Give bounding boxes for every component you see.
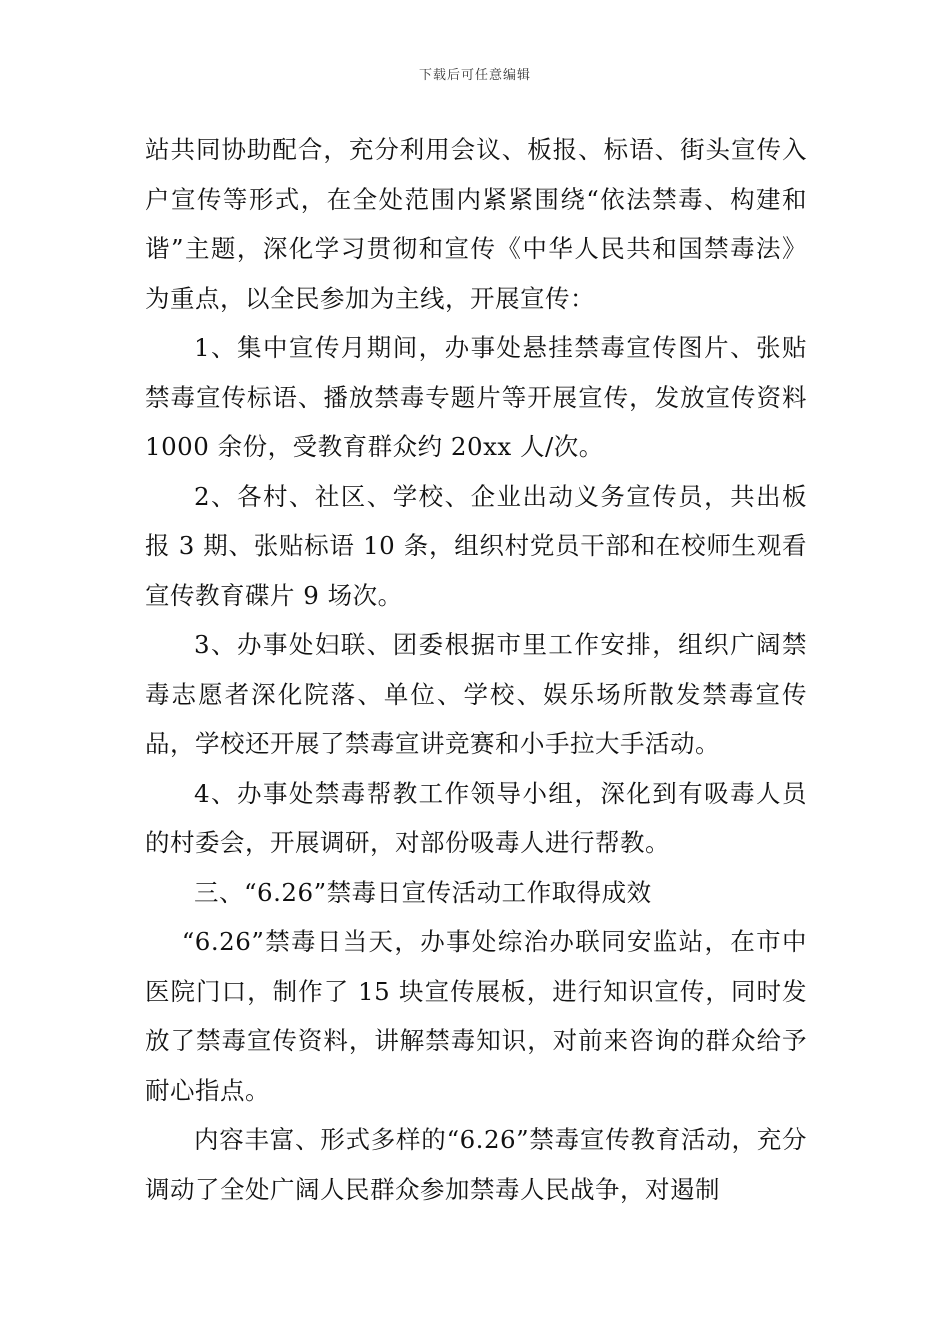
document-body: [145, 125, 807, 1214]
paragraph-3: 2、各村、社区、学校、企业出动义务宣传员，共出板报 3 期、张贴标语 10 条，组织村党员干部和在校师生观看宣传教育碟片 9 场次。: [145, 481, 807, 610]
section-heading: 三、“6.26”禁毒日宣传活动工作取得成效: [194, 877, 652, 907]
paragraph-4: 3、办事处妇联、团委根据市里工作安排，组织广阔禁毒志愿者深化院落、单位、学校、娱乐场所散发禁毒宣传品，学校还开展了禁毒宣讲竞赛和小手拉大手活动。: [145, 630, 807, 758]
paragraph-1: 站共同协助配合，充分利用会议、板报、标语、街头宣传入户宣传等形式，在全处范围内紧紧围绕“依法禁毒、构建和谐”主题，深化学习贯彻和宣传《中华人民共和国禁毒法》为重点，以全民参加为主线，开展宣传：: [145, 135, 807, 313]
paragraph-6: “6.26”禁毒日当天，办事处综治办联同安监站，在市中医院门口，制作了 15 块宣传展板，进行知识宣传，同时发放了禁毒宣传资料，讲解禁毒知识，对前来咨询的群众给予耐心指点。: [145, 927, 807, 1105]
page-header: 下载后可任意编辑: [418, 68, 531, 83]
paragraph-7: 内容丰富、形式多样的“6.26”禁毒宣传教育活动，充分调动了全处广阔人民群众参加禁毒人民战争，对遏制: [145, 1125, 807, 1204]
paragraph-5: 4、办事处禁毒帮教工作领导小组，深化到有吸毒人员的村委会，开展调研，对部份吸毒人进行帮教。: [145, 778, 807, 857]
paragraph-2: 1、集中宣传月期间，办事处悬挂禁毒宣传图片、张贴禁毒宣传标语、播放禁毒专题片等开展宣传，发放宣传资料 1000 余份，受教育群众约 20xx 人/次。: [145, 333, 807, 461]
